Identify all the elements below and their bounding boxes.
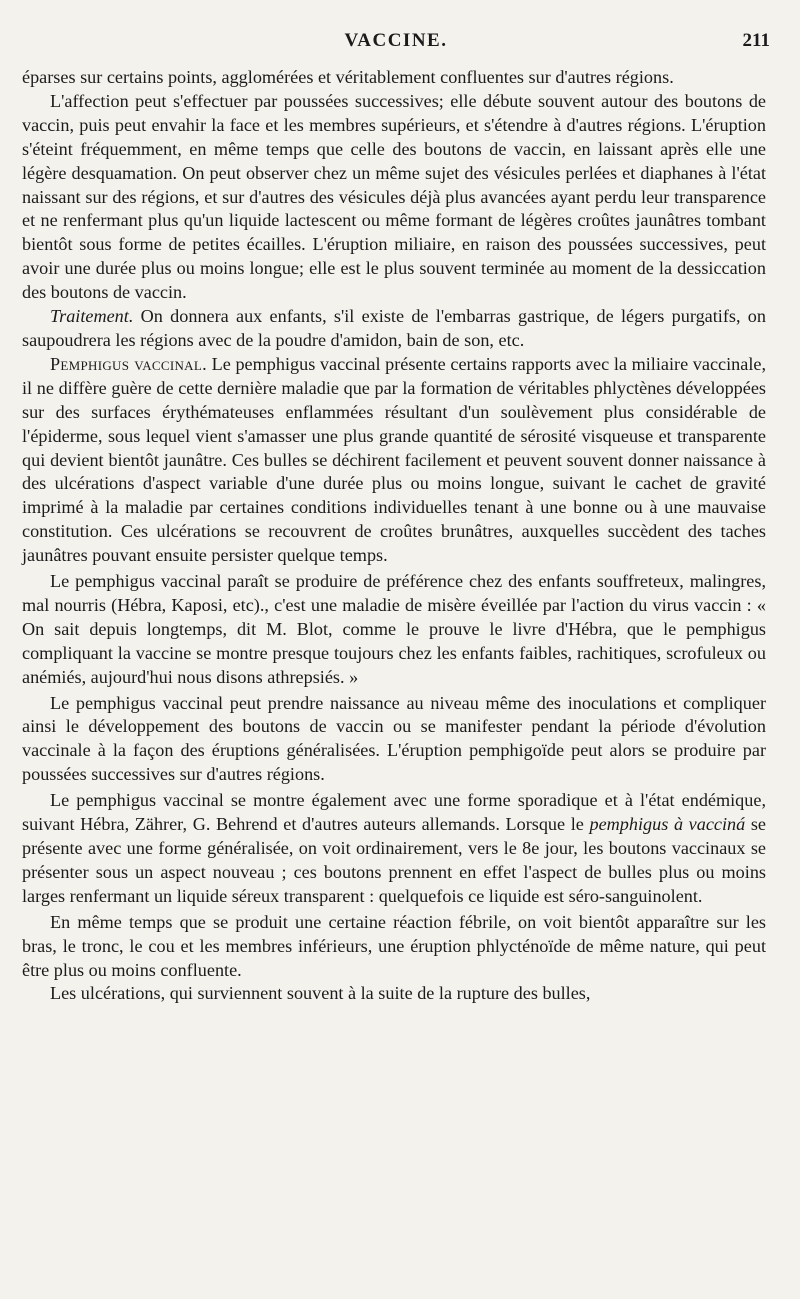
paragraph-7-italic: pemphigus à vacciná bbox=[589, 814, 746, 835]
paragraph-7 bbox=[22, 789, 766, 909]
paragraph-7-text-after: se présente avec une forme généralisée, on voit ordinairement, vers le 8e jour, les boutons vaccinaux se présenter sous un aspect nouveau ; ces boutons prennent en effet l'aspect de bulles plus ou moins larges renfermant un liquide séreux transparent : quelquefois ce liquide est séro-sanguinolent. bbox=[22, 814, 767, 906]
paragraph-8 bbox=[22, 911, 766, 983]
paragraph-7-text-before: Le pemphigus vaccinal se montre également avec une forme sporadique et à l'état endémique, suivant Hébra, Zährer, G. Behrend et d'autres auteurs allemands. Lorsque le bbox=[22, 790, 766, 835]
paragraph-5-text: Le pemphigus vaccinal paraît se produire de préférence chez des enfants souffreteux, malingres, mal nourris (Hébra, Kaposi, etc)., c'est une maladie de misère éveillée par l'action du virus vaccin : « On sait depuis longtemps, dit M. Blot, comme le prouve le livre d'Hébra, que le pemphigus compliquant la vaccine se montre presque toujours chez les enfants faibles, rachitiques, scrofuleux ou anémiés, aujourd'hui nous disons athrepsiés. » bbox=[22, 571, 766, 687]
running-head bbox=[22, 30, 770, 56]
paragraph-5 bbox=[22, 570, 766, 690]
paragraph-9 bbox=[22, 982, 766, 1006]
paragraph-1-text: éparses sur certains points, agglomérées et véritablement confluentes sur d'autres régions. bbox=[22, 67, 674, 87]
pemphigus-text: Le pemphigus vaccinal présente certains rapports avec la miliaire vaccinale, il ne diffère guère de cette dernière maladie que par la formation de véritables phlyctènes développées sur des surfaces érythémateuses enflammées résultant d'un soulèvement plus considérable de l'épiderme, sous lequel vient s'amasser une plus grande quantité de sérosité visqueuse et transparente qui devient bientôt jaunâtre. Ces bulles se déchirent facilement et peuvent souvent donner naissance à des ulcérations d'aspect variable d'une durée plus ou moins longue, suivant le cachet de gravité imprimé à la maladie par certaines conditions individuelles tenant à une bonne ou à une mauvaise constitution. Ces ulcérations se recouvrent de croûtes brunâtres, auxquelles succèdent des taches jaunâtres pouvant ensuite persister quelque temps. bbox=[22, 353, 767, 566]
running-title: VACCINE. bbox=[344, 30, 448, 51]
paragraph-1 bbox=[22, 66, 766, 90]
body-text bbox=[22, 66, 766, 1006]
pemphigus-heading: Pemphigus vaccinal. bbox=[50, 353, 207, 374]
paragraph-2 bbox=[22, 90, 766, 305]
paragraph-6-text: Le pemphigus vaccinal peut prendre naissance au niveau même des inoculations et compliquer ainsi le développement des boutons de vaccin ou se manifester pendant la période d'évolution vaccinale à la façon des éruptions généralisées. L'éruption pemphigoïde peut alors se produire par poussées successives sur d'autres régions. bbox=[22, 692, 766, 785]
paragraph-8-text: En même temps que se produit une certaine réaction fébrile, on voit bientôt apparaître sur les bras, le tronc, le cou et les membres inférieurs, une éruption phlycténoïde de même nature, qui peut être plus ou moins confluente. bbox=[22, 911, 766, 980]
traitement-heading: Traitement. bbox=[50, 306, 134, 327]
paragraph-2-text: L'affection peut s'effectuer par poussées successives; elle débute souvent autour des boutons de vaccin, puis peut envahir la face et les membres supérieurs, et s'étendre à d'autres régions. L'éruption s'éteint fréquemment, en même temps que celle des boutons de vaccin, en laissant après elle une légère desquamation. On peut observer chez un même sujet des vésicules perlées et diaphanes à l'état naissant sur des régions, et sur d'autres des vésicules déjà plus avancées ayant perdu leur transparence et ne renfermant plus qu'un liquide lactescent ou même formant de légères croûtes jaunâtres tombant bientôt sous forme de petites écailles. L'éruption miliaire, en raison des poussées successives, peut avoir une durée plus ou moins longue; elle est le plus souvent terminée au moment de la dessiccation des boutons de vaccin. bbox=[22, 90, 766, 303]
paragraph-traitement bbox=[22, 305, 766, 353]
paragraph-6 bbox=[22, 692, 766, 788]
paragraph-pemphigus bbox=[22, 353, 766, 568]
page-number: 211 bbox=[742, 30, 770, 51]
traitement-text: On donnera aux enfants, s'il existe de l'embarras gastrique, de légers purgatifs, on saupoudrera les régions avec de la poudre d'amidon, bain de son, etc. bbox=[22, 306, 766, 350]
paragraph-9-text: Les ulcérations, qui surviennent souvent à la suite de la rupture des bulles, bbox=[50, 983, 591, 1004]
